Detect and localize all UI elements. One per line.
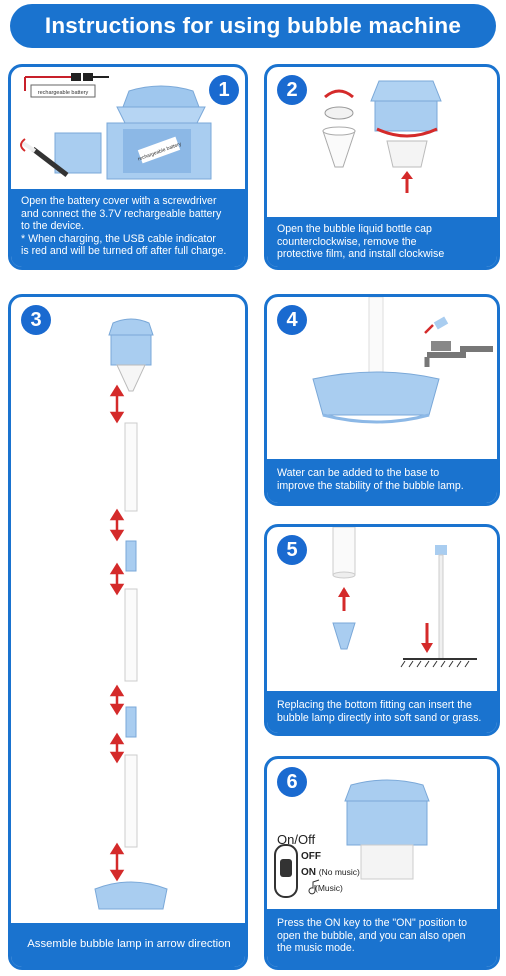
step-4-caption: Water can be added to the base to improve the stability of the bubble lamp. <box>267 459 497 503</box>
step-2-panel <box>264 64 500 270</box>
switch-title: On/Off <box>277 832 316 847</box>
switch-off-label: OFF <box>301 851 321 862</box>
step-1-panel <box>8 64 248 270</box>
switch-on-row <box>301 867 360 878</box>
page-title: Instructions for using bubble machine <box>10 4 496 48</box>
assembly-illustration <box>11 297 245 937</box>
step-6-number: 6 <box>277 767 307 797</box>
step-1-caption: Open the battery cover with a screwdriver and connect the 3.7V rechargeable battery to the device. * When charging, the USB cable indicator is red and will be turned off after full charge. <box>11 189 245 267</box>
switch-on-note: (No music) <box>318 867 360 877</box>
step-6-panel <box>264 756 500 970</box>
step-5-panel <box>264 524 500 736</box>
battery-label: rechargeable battery <box>37 90 89 96</box>
switch-on-label: ON <box>301 867 316 878</box>
step-5-number: 5 <box>277 535 307 565</box>
step-3-caption: Assemble bubble lamp in arrow direction <box>11 923 245 967</box>
step-2-caption: Open the bubble liquid bottle cap counterclockwise, remove the protective film, and install clockwise <box>267 217 497 267</box>
step-1-number: 1 <box>209 75 239 105</box>
step-3-number: 3 <box>21 305 51 335</box>
step-6-caption: Press the ON key to the "ON" position to open the bubble, and you can also open the music mode. <box>267 909 497 967</box>
battery-sticker-label: rechargeable battery <box>137 141 183 163</box>
step-5-caption: Replacing the bottom fitting can insert the bubble lamp directly into soft sand or grass. <box>267 691 497 733</box>
step-4-number: 4 <box>277 305 307 335</box>
step-3-panel <box>8 294 248 970</box>
step-4-panel <box>264 294 500 506</box>
switch-music-row <box>315 883 343 893</box>
switch-music-note: (Music) <box>315 883 343 893</box>
step-2-number: 2 <box>277 75 307 105</box>
